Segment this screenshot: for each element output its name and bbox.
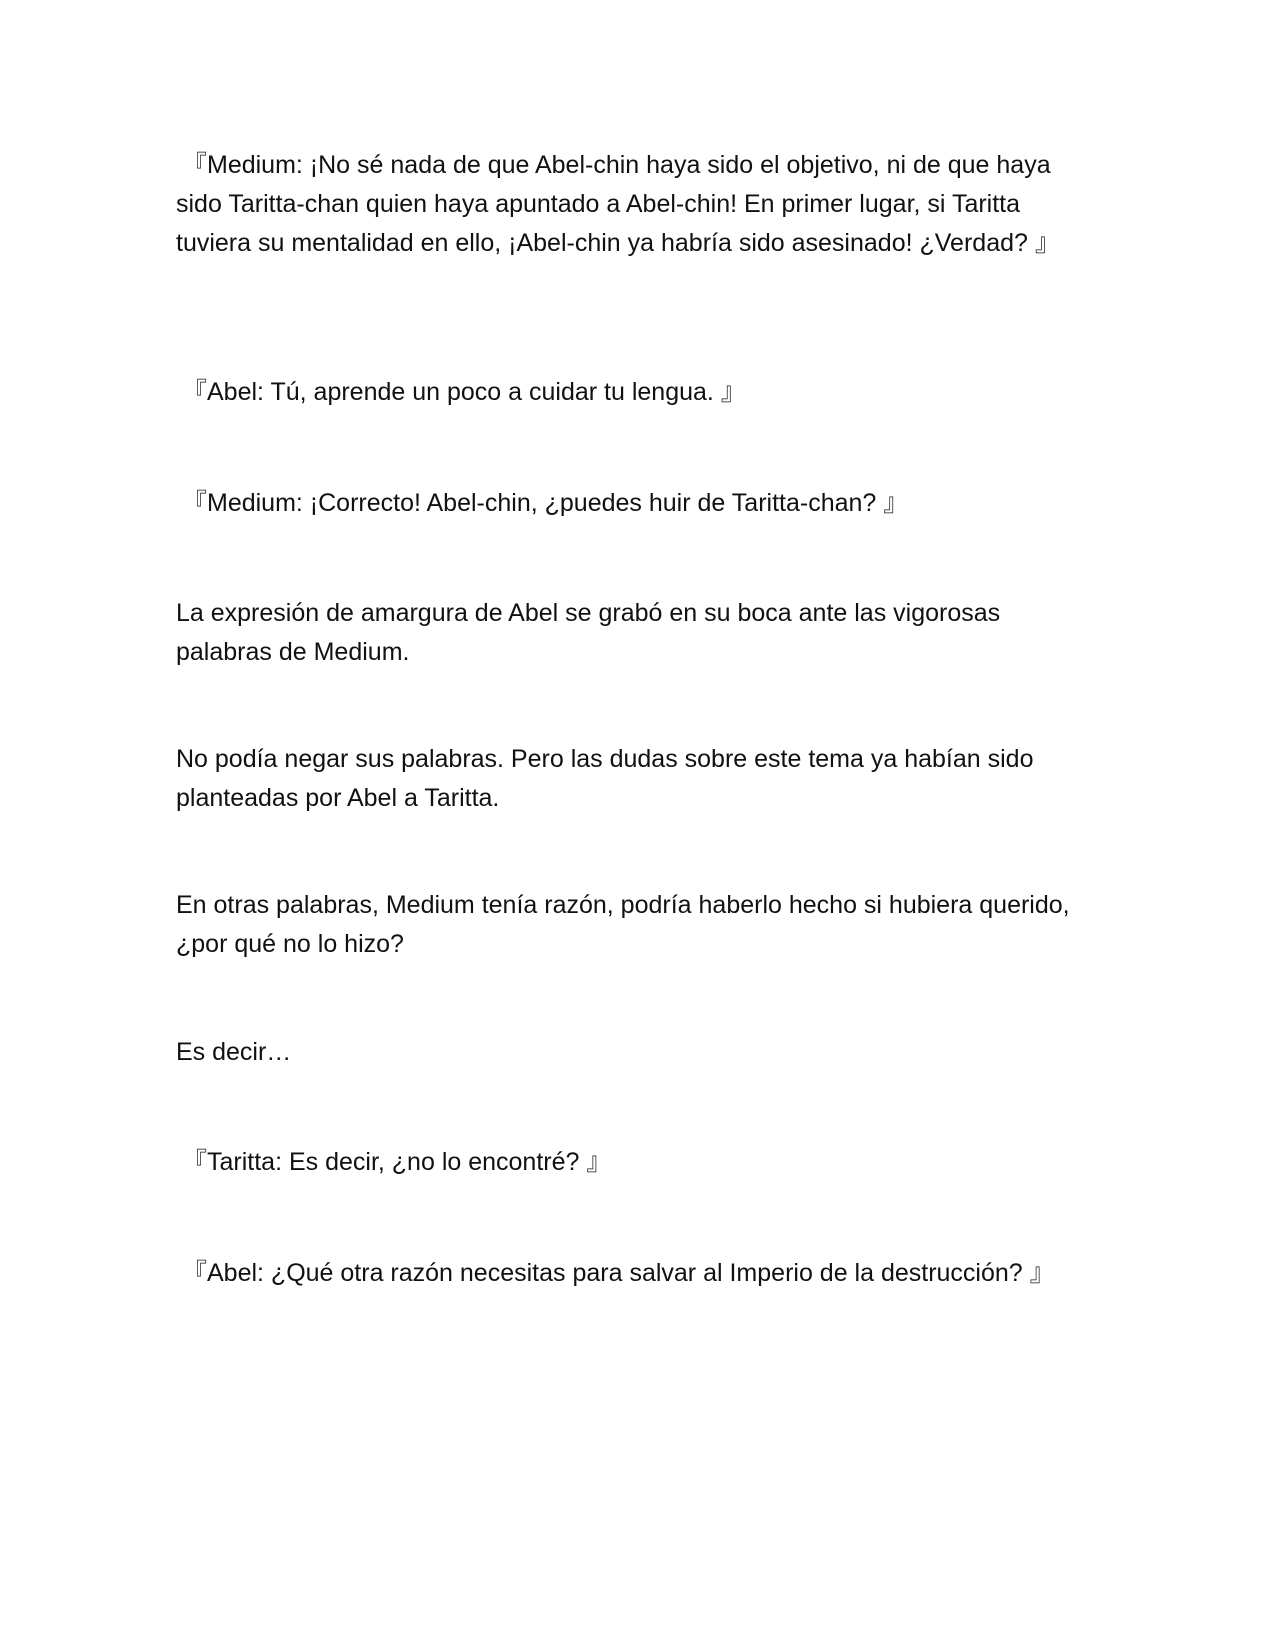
dialogue-medium-1: 『Medium: ¡No sé nada de que Abel-chin haya sido el objetivo, ni de que haya sido Taritta-chan quien haya apuntado a Abel-chin! En primer lugar, si Taritta tuviera su mentalidad en ello, ¡Abel-chin ya habría sido asesinado! ¿Verdad? 』 [176,151,1060,257]
narration-paragraph-1: La expresión de amargura de Abel se grabó en su boca ante las vigorosas palabras de Medium. [176,599,1001,666]
dialogue-abel-1: 『Abel: Tú, aprende un poco a cuidar tu lengua. 』 [182,378,746,406]
dialogue-medium-2: 『Medium: ¡Correcto! Abel-chin, ¿puedes huir de Taritta-chan? 』 [182,489,909,517]
dialogue-abel-2: 『Abel: ¿Qué otra razón necesitas para salvar al Imperio de la destrucción? 』 [182,1259,1055,1287]
narration-paragraph-3: En otras palabras, Medium tenía razón, podría haberlo hecho si hubiera querido, ¿por qué no lo hizo? [176,891,1070,958]
dialogue-taritta-1: 『Taritta: Es decir, ¿no lo encontré? 』 [182,1148,612,1176]
narration-paragraph-2: No podía negar sus palabras. Pero las dudas sobre este tema ya habían sido planteadas por Abel a Taritta. [176,745,1034,812]
narration-paragraph-4: Es decir… [176,1038,292,1066]
